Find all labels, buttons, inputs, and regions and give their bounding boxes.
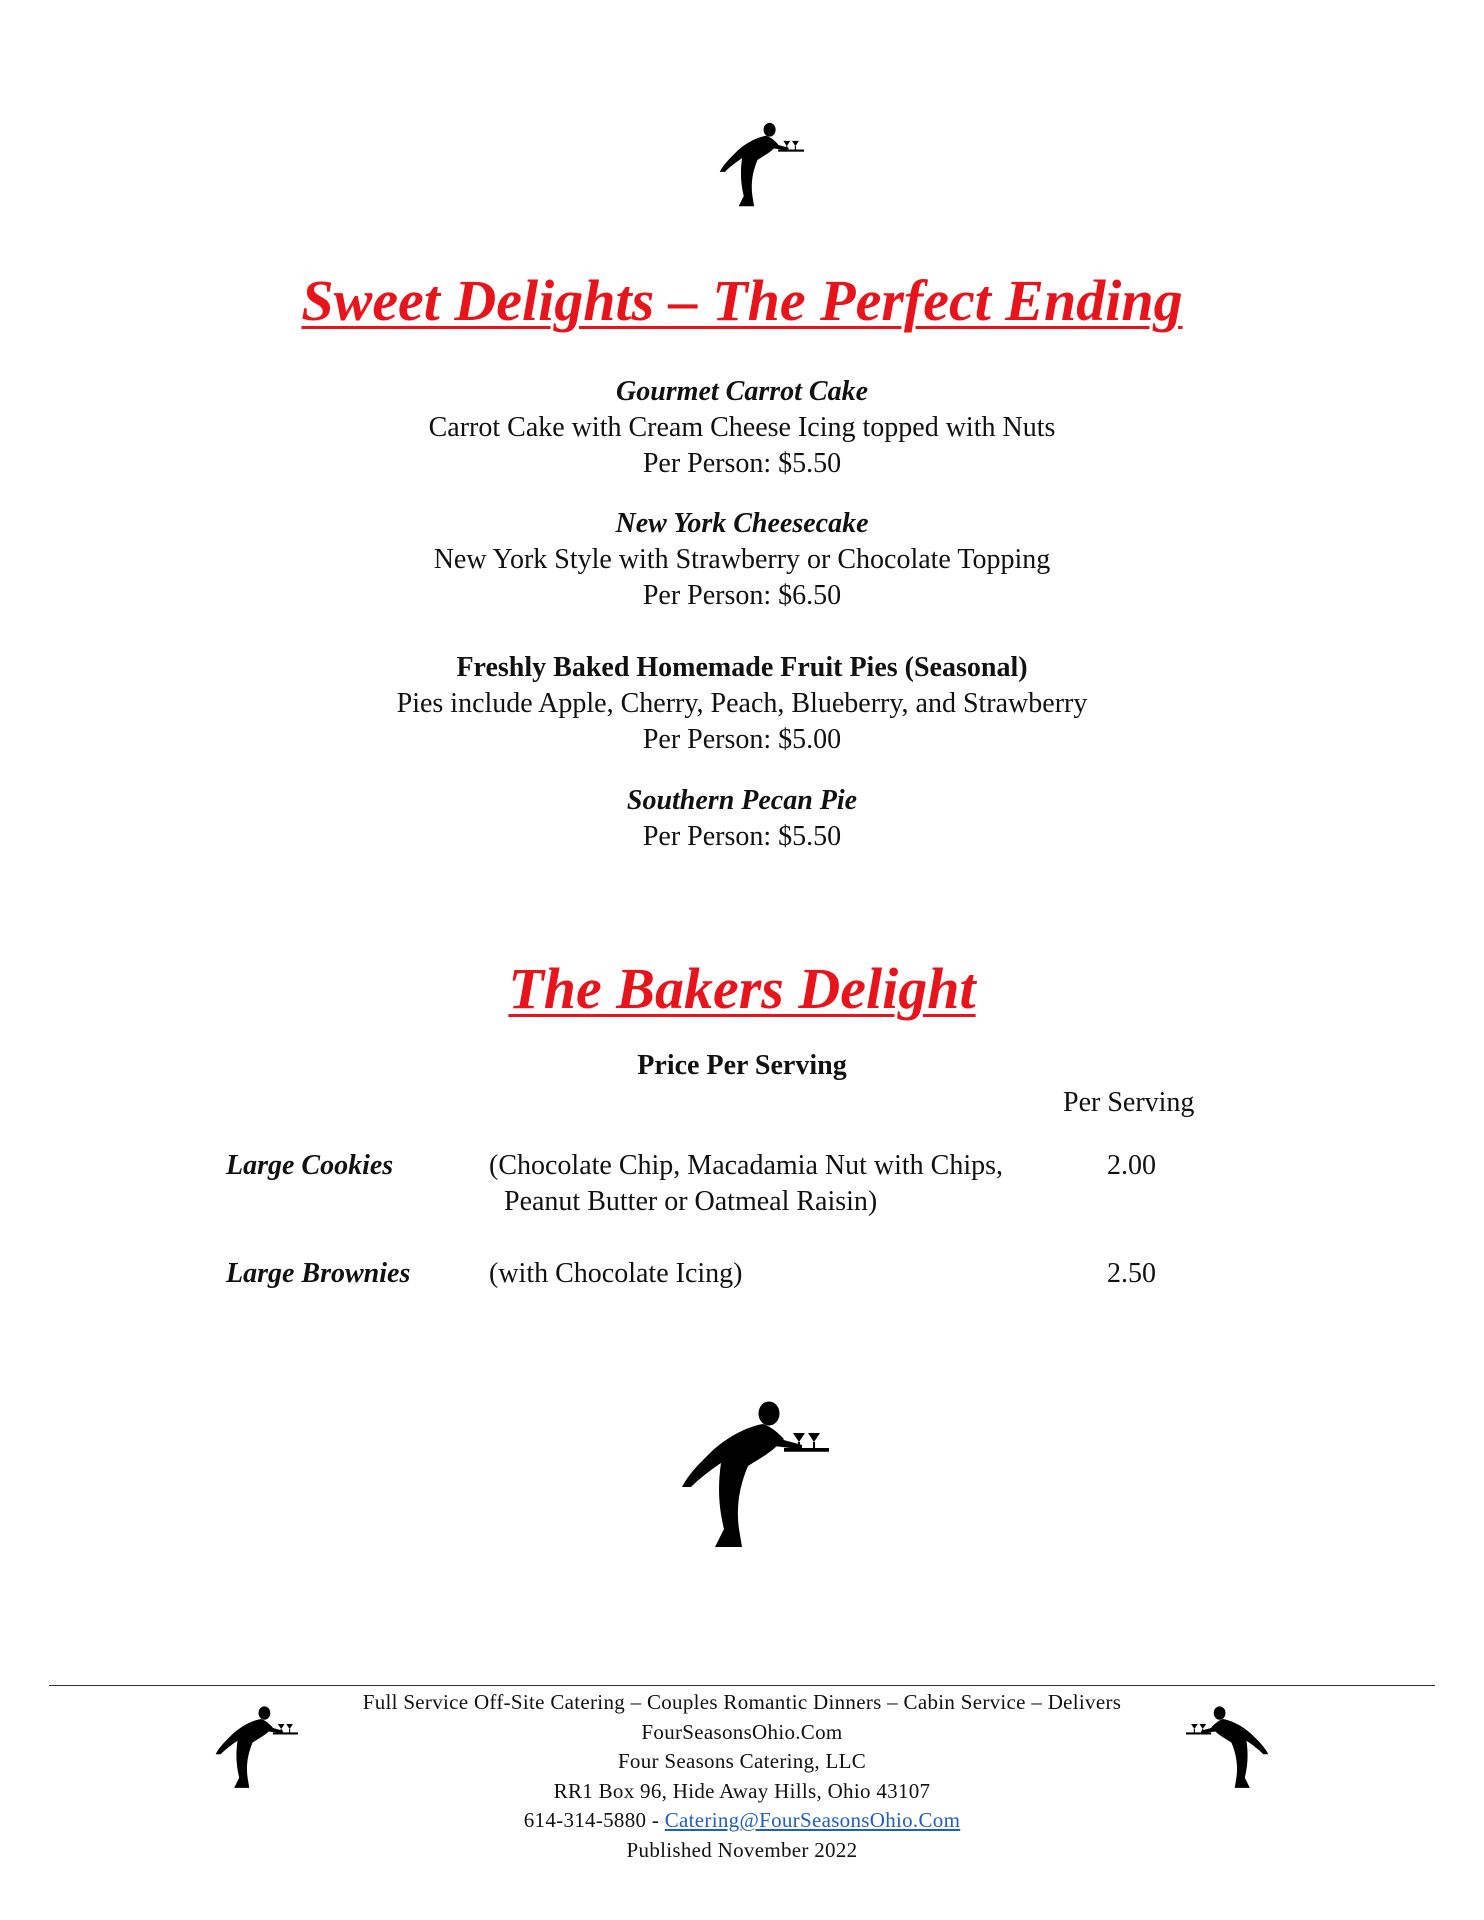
footer-divider xyxy=(49,1685,1435,1686)
footer-services: Full Service Off-Site Catering – Couples Romantic Dinners – Cabin Service – Delivers xyxy=(362,1690,1122,1714)
item-name: New York Cheesecake xyxy=(615,508,869,539)
footer xyxy=(0,1688,1484,1865)
item-name: Gourmet Carrot Cake xyxy=(615,376,869,407)
footer-website: FourSeasonsOhio.Com xyxy=(641,1719,843,1744)
bakers-item-description xyxy=(489,1256,1049,1292)
bakers-subtitle: Price Per Serving xyxy=(637,1050,847,1081)
item-description: New York Style with Strawberry or Chocolate Topping xyxy=(433,544,1051,575)
section-title-sweet-delights: Sweet Delights – The Perfect Ending xyxy=(301,268,1183,333)
item-price: Per Person: $6.50 xyxy=(642,580,842,611)
footer-email-link[interactable]: Catering@FourSeasonsOhio.Com xyxy=(664,1808,961,1832)
item-name: Southern Pecan Pie xyxy=(626,785,858,816)
item-description: Carrot Cake with Cream Cheese Icing topped with Nuts xyxy=(428,412,1056,443)
section-title-bakers-delight: The Bakers Delight xyxy=(508,956,976,1021)
waiter-icon xyxy=(718,121,804,209)
bakers-item-name: Large Brownies xyxy=(226,1258,411,1289)
item-price: Per Person: $5.00 xyxy=(642,724,842,755)
bakers-desc-line-1: (Chocolate Chip, Macadamia Nut with Chips, xyxy=(489,1150,1004,1181)
footer-company: Four Seasons Catering, LLC xyxy=(617,1749,867,1773)
waiter-icon xyxy=(670,1400,838,1550)
bakers-item-price: 2.00 xyxy=(1107,1150,1156,1181)
footer-phone: 614-314-5880 xyxy=(523,1808,647,1832)
item-price: Per Person: $5.50 xyxy=(642,821,842,852)
footer-separator: - xyxy=(646,1808,665,1832)
item-price: Per Person: $5.50 xyxy=(642,448,842,479)
menu-item-carrot-cake xyxy=(0,374,1484,482)
bakers-item-name: Large Cookies xyxy=(226,1150,394,1181)
footer-contact xyxy=(0,1806,1484,1836)
menu-item-cheesecake xyxy=(0,506,1484,614)
footer-address: RR1 Box 96, Hide Away Hills, Ohio 43107 xyxy=(553,1778,931,1803)
bakers-item-description xyxy=(489,1148,1049,1220)
bakers-desc-line-2: Peanut Butter or Oatmeal Raisin) xyxy=(504,1186,878,1217)
item-name: Freshly Baked Homemade Fruit Pies (Seasonal) xyxy=(456,652,1028,683)
price-column-header: Per Serving xyxy=(1063,1087,1195,1118)
footer-published: Published November 2022 xyxy=(626,1837,858,1862)
bakers-desc-line-1: (with Chocolate Icing) xyxy=(489,1258,743,1289)
menu-item-pecan-pie xyxy=(0,783,1484,855)
menu-item-fruit-pies xyxy=(0,650,1484,758)
item-description: Pies include Apple, Cherry, Peach, Blueberry, and Strawberry xyxy=(396,688,1088,719)
bakers-item-price: 2.50 xyxy=(1107,1258,1156,1289)
